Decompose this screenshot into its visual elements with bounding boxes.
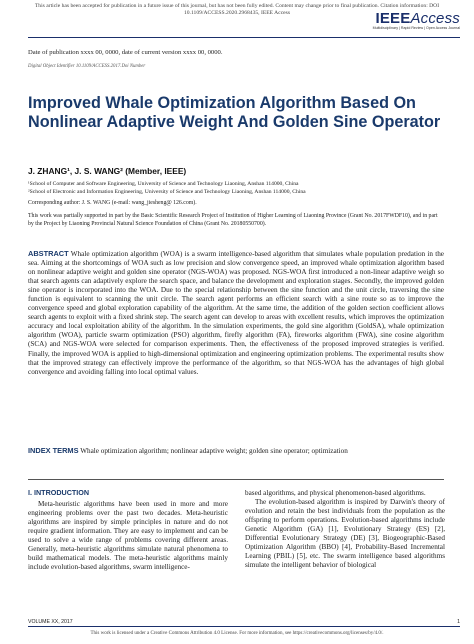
notice-line-2: 10.1109/ACCESS.2020.2968435, IEEE Access bbox=[183, 10, 291, 16]
corresponding-author: Corresponding author: J. S. WANG (e-mail: wang_jiesheng@ 126.com). bbox=[28, 200, 197, 206]
abstract bbox=[28, 249, 444, 377]
footer-license: This work is licensed under a Creative Commons Attribution 4.0 License. For more information, see https://creativecommons.org/licenses/by/4.0/. bbox=[90, 631, 384, 636]
header-rule bbox=[28, 37, 460, 38]
intro-paragraph-2: The evolution-based algorithm is inspired by Darwin's theory of evolution and retain the best individuals from the population as the offspring to perform operations. Evolution-based algorithms include Genetic Algorithm (GA) [1], Evolutionary Strategy (ES) [2], Differential Evolutionary Strategy (DE) [3], Biogeographic-Based Optimization Algorithm (BBO) [4], Probability-Based Incremental Learning (PBIL) [5], etc. The swarm intelligence based algorithms simulate the intelligent behavior of biological bbox=[245, 497, 445, 569]
logo-tagline: Multidisciplinary | Rapid Review | Open Access Journal bbox=[372, 26, 460, 30]
logo-access: Access bbox=[410, 10, 460, 27]
left-column bbox=[28, 489, 228, 572]
logo-ieee: IEEE bbox=[375, 10, 411, 27]
paper-title: Improved Whale Optimization Algorithm Based On Nonlinear Adaptive Weight And Golden Sine Operator bbox=[28, 94, 441, 131]
footer-rule bbox=[28, 626, 460, 627]
doi-line: Digital Object Identifier 10.1109/ACCESS.2017.Doi Number bbox=[28, 64, 146, 69]
abstract-heading: ABSTRACT bbox=[28, 249, 69, 258]
index-terms-text: Whale optimization algorithm; nonlinear adaptive weight; golden sine operator; optimization bbox=[80, 447, 348, 455]
author-list: J. ZHANG¹, J. S. WANG² (Member, IEEE) bbox=[28, 166, 187, 176]
affiliation-2: ²School of Electronic and Information Engineering, University of Science and Technology Liaoning, Anshan 114000, China bbox=[28, 189, 306, 195]
right-column bbox=[245, 489, 445, 570]
section-heading: I. INTRODUCTION bbox=[28, 488, 90, 497]
intro-continuation: based algorithms, and physical phenomenon-based algorithms. bbox=[245, 489, 426, 497]
intro-paragraph-1: Meta-heuristic algorithms have been used in more and more engineering problems over the past two decades. Meta-heuristic algorithms are inspired by simple principles in nature and do not require gradient information. They are easy to implement and can be used to solve a wide range of problems covering different areas. Generally, meta-heuristic algorithms simulate natural phenomena to build mathematical models. The meta-heuristic algorithms mainly include evolution-based algorithms, swarm intelligence- bbox=[28, 499, 228, 571]
footer-volume: VOLUME XX, 2017 bbox=[28, 619, 73, 625]
ieee-access-logo bbox=[373, 10, 460, 30]
section-divider bbox=[28, 479, 444, 480]
abstract-text: Whale optimization algorithm (WOA) is a swarm intelligence-based algorithm that simulates whale population predation in the sea. Aiming at the shortcomings of WOA such as low precision and slow convergence speed, an improved whale optimization algorithm based on nonlinear adaptive weight and golden sine operator (NGS-WOA) was proposed. NGS-WOA first introduced a non-linear adaptive weigh so that search agents can adaptively explore the search space, and balance the development and exploration stages. Secondly, the improved golden sine operator is incorporated into the WOA. Due to the special relationship between the sine function and the unit circle, traversing the sine function is equivalent to scanning the unit circle. The search agent performs an efficient search with a sine route so as to improve the convergence speed and global exploration capability of the algorithm. At the same time, the addition of the golden section coefficient allows search agents to exploit with a fixed shrink step. The search agent can develop to areas with excellent results, which improves the optimization accuracy and local exploitation ability of the algorithm. In the simulation experiments, the gold sine algorithm (GoldSA), whale optimization algorithm (WOA), particle swarm optimization (PSO) algorithm, firefly algorithm (FA), fireworks algorithm (FWA), sine cosine algorithm (SCA) and NGS-WOA were selected for comparison experiments. Then, the effectiveness of the proposed improved strategies is verified. Finally, the improved WOA is applied to high-dimensional optimization and engineering optimization problems. The experimental results show that the improved strategy can effectively improve the performance of the algorithm, so that NGS-WOA has the advantages of high global convergence and avoiding falling into local optimal values. bbox=[28, 250, 444, 376]
funding-statement: This work was partially supported in part by the Basic Scientific Research Project of Institution of Higher Learning of Liaoning Province (Grant No. 2017FWDF10), and in part by the Project by Liaoning Provincial Natural Science Foundation of China (Grant No. 20180550700). bbox=[28, 213, 438, 227]
notice-line-1: This article has been accepted for publication in a future issue of this journal, but has not been fully edited. Content may change prior to final publication. Citation information: DOI bbox=[34, 3, 440, 9]
footer-page-number: 1 bbox=[457, 619, 460, 625]
index-terms bbox=[28, 446, 444, 456]
affiliation-1: ¹School of Computer and Software Engineering, University of Science and Technology Liaoning, Anshan 114000, China bbox=[28, 181, 299, 187]
publication-date: Date of publication xxxx 00, 0000, date of current version xxxx 00, 0000. bbox=[28, 49, 223, 56]
index-terms-heading: INDEX TERMS bbox=[28, 446, 79, 455]
affiliations bbox=[28, 180, 306, 196]
